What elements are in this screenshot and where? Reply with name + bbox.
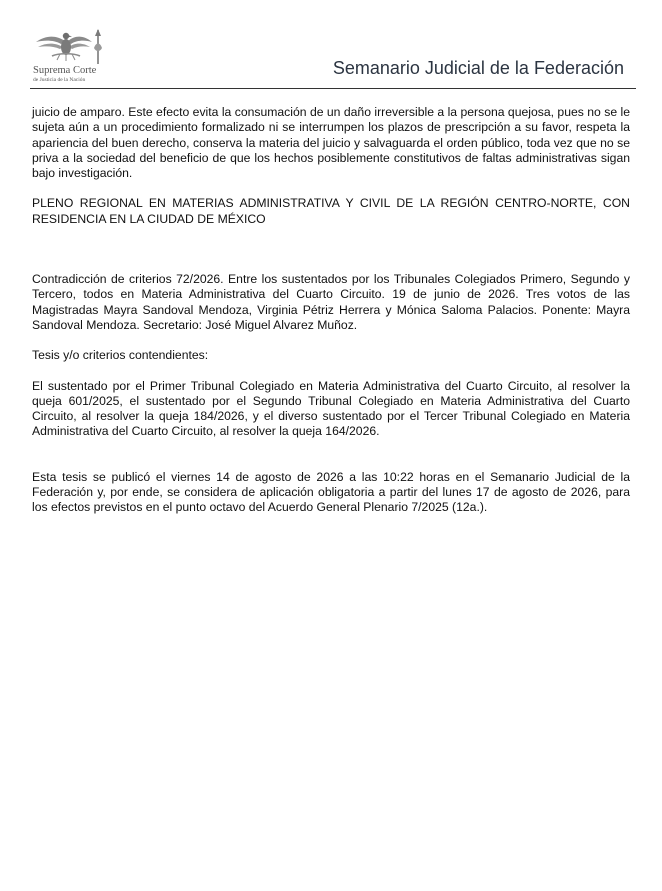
publication-title: Semanario Judicial de la Federación xyxy=(332,58,624,78)
scjn-logo xyxy=(30,22,110,88)
continuation-paragraph: juicio de amparo. Este efecto evita la consumación de un daño irreversible a la persona quejosa, pues no se le sujeta aún a un procedimiento formalizado ni se interrumpen los plazos de prescripción a su favor, respeta la apariencia del buen derecho, conserva la materia del juicio y salvaguarda el orden público, toda vez que no se priva a la sociedad del beneficio de que los hechos posiblemente constitutivos de faltas administrativas sigan bajo investigación. xyxy=(32,105,630,181)
scjn-eagle-emblem-icon xyxy=(32,26,108,66)
document-body xyxy=(32,105,630,516)
page-header xyxy=(0,0,662,92)
tesis-heading: Tesis y/o criterios contendientes: xyxy=(32,348,209,363)
criteria-paragraph: El sustentado por el Primer Tribunal Colegiado en Materia Administrativa del Cuarto Circuito, al resolver la queja 601/2025, el sustentado por el Segundo Tribunal Colegiado en Materia Administrativa del Cuarto Circuito, al resolver la queja 184/2026, y el diverso sustentado por el Tercer Tribunal Colegiado en Materia Administrativa del Cuarto Circuito, al resolver la queja 164/2026. xyxy=(32,378,630,439)
publication-paragraph: Esta tesis se publicó el viernes 14 de agosto de 2026 a las 10:22 horas en el Semanario Judicial de la Federación y, por ende, se considera de aplicación obligatoria a partir del lunes 17 de agosto de 2026, para los efectos previstos en el punto octavo del Acuerdo General Plenario 7/2025 (12a.). xyxy=(32,469,630,515)
logo-subtitle: de Justicia de la Nación xyxy=(33,77,86,83)
court-name-paragraph: PLENO REGIONAL EN MATERIAS ADMINISTRATIVA Y CIVIL DE LA REGIÓN CENTRO-NORTE, CON RESIDENCIA EN LA CIUDAD DE MÉXICO xyxy=(32,196,630,226)
header-divider xyxy=(30,88,636,89)
contradiction-paragraph: Contradicción de criterios 72/2026. Entre los sustentados por los Tribunales Colegiados Primero, Segundo y Tercero, todos en Materia Administrativa del Cuarto Circuito. 19 de junio de 2026. Tres votos de las Magistradas Mayra Sandoval Mendoza, Virginia Pétriz Herrera y Mónica Saloma Palacios. Ponente: Mayra Sandoval Mendoza. Secretario: José Miguel Alvarez Muñoz. xyxy=(32,272,630,332)
logo-name: Suprema Corte xyxy=(33,65,97,76)
